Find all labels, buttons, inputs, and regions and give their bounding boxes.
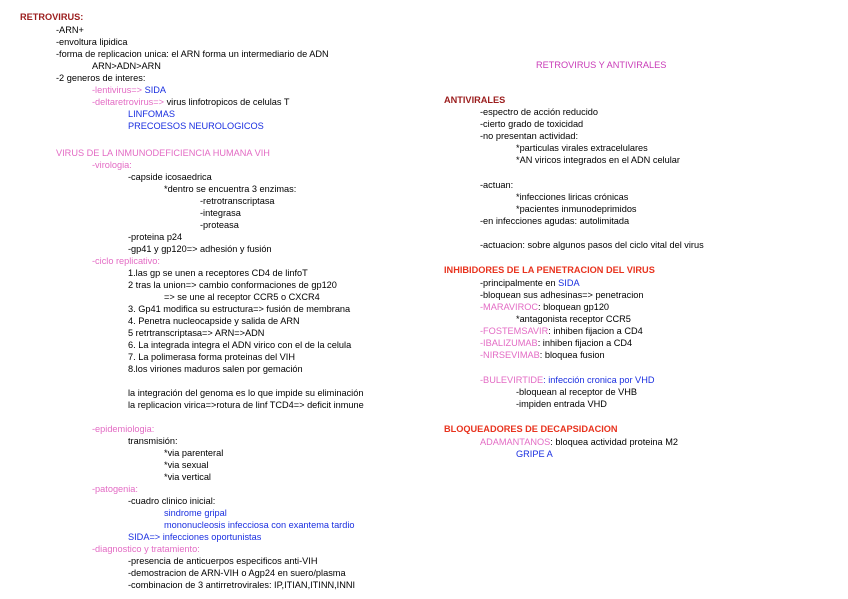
sida-oportunistas: SIDA=> infecciones oportunistas [128, 532, 262, 542]
text-span: : bloquean gp120 [538, 302, 610, 312]
text-line: 3. Gp41 modifica su estructura=> fusión de membrana [128, 304, 351, 314]
text-line [480, 375, 654, 386]
text-line: -actuacion: sobre algunos pasos del ciclo vital del virus [480, 240, 704, 250]
text-line: *pacientes inmunodeprimidos [516, 204, 637, 214]
text-line: *via parenteral [164, 448, 224, 458]
text-line: 4. Penetra nucleocapside y salida de ARN [128, 316, 300, 326]
text-line: -en infecciones agudas: autolimitada [480, 216, 630, 226]
text-line: -ARN+ [56, 25, 84, 35]
vih-heading: VIRUS DE LA INMUNODEFICIENCIA HUMANA VIH [56, 148, 270, 158]
text-span: : bloquea fusion [539, 350, 605, 360]
text-line: *dentro se encuentra 3 enzimas: [164, 184, 297, 194]
text-line [480, 437, 678, 448]
text-line [480, 338, 632, 349]
text-line: la replicacion virica=>rotura de linf TCD4=> deficit inmune [128, 400, 364, 410]
text-line: -cuadro clinico inicial: [128, 496, 216, 506]
linfomas-label: LINFOMAS [128, 109, 175, 119]
text-line: => se une al receptor CCR5 o CXCR4 [164, 292, 320, 302]
text-line [480, 350, 605, 361]
epidemiologia-label: -epidemiologia: [92, 424, 155, 434]
text-span: : bloquea actividad proteina M2 [550, 437, 678, 447]
text-line: *antagonista receptor CCR5 [516, 314, 631, 324]
ibalizumab-label: -IBALIZUMAB [480, 338, 538, 348]
text-line [480, 302, 609, 313]
antivirales-heading: ANTIVIRALES [444, 95, 506, 105]
text-line: -bloquean sus adhesinas=> penetracion [480, 290, 644, 300]
text-line: -gp41 y gp120=> adhesión y fusión [128, 244, 272, 254]
text-line: -espectro de acción reducido [480, 107, 598, 117]
text-line: *particulas virales extracelulares [516, 143, 648, 153]
text-line: ARN>ADN>ARN [92, 61, 161, 71]
ciclo-label: -ciclo replicativo: [92, 256, 160, 266]
text-line: -presencia de anticuerpos especificos anti-VIH [128, 556, 318, 566]
text-line: -bloquean al receptor de VHB [516, 387, 638, 397]
text-line: -retrotranscriptasa [200, 196, 275, 206]
text-line: 8.los viriones maduros salen por gemación [128, 364, 303, 374]
text-line: -2 generos de interes: [56, 73, 146, 83]
text-line: -proteina p24 [128, 232, 183, 242]
text-line: -cierto grado de toxicidad [480, 119, 584, 129]
diagnostico-label: -diagnostico y tratamiento: [92, 544, 200, 554]
deltaretrovirus-label: -deltaretrovirus=> [92, 97, 165, 107]
text-line: *via vertical [164, 472, 211, 482]
mononucleosis: mononucleosis infecciosa con exantema tardio [164, 520, 355, 530]
bulevirtide-label: -BULEVIRTIDE [480, 375, 544, 385]
bloqueadores-heading: BLOQUEADORES DE DECAPSIDACION [444, 424, 618, 434]
text-line: -forma de replicacion unica: el ARN forma un intermediario de ADN [56, 49, 329, 59]
right-title: RETROVIRUS Y ANTIVIRALES [536, 60, 667, 70]
text-line: la integración del genoma es lo que impide su eliminación [128, 388, 364, 398]
text-span: : inhiben fijacion a CD4 [548, 326, 643, 336]
text-line: -combinacion de 3 antirretrovirales: IP,ITIAN,ITINN,INNI [128, 580, 356, 590]
text-span: -principalmente en [480, 278, 556, 288]
sida-label: SIDA [558, 278, 580, 288]
patogenia-label: -patogenia: [92, 484, 138, 494]
bulevirtide-desc: : infección cronica por VHD [543, 375, 655, 385]
text-line: 7. La polimerasa forma proteinas del VIH [128, 352, 295, 362]
text-line: -impiden entrada VHD [516, 399, 607, 409]
sindrome-gripal: sindrome gripal [164, 508, 227, 518]
text-line: *via sexual [164, 460, 209, 470]
text-line: *AN viricos integrados en el ADN celular [516, 155, 680, 165]
text-line [92, 85, 166, 96]
adamantanos-label: ADAMANTANOS [480, 437, 551, 447]
gripe-a-label: GRIPE A [516, 449, 553, 459]
text-line: -capside icosaedrica [128, 172, 212, 182]
text-line [480, 326, 643, 337]
text-line: transmisión: [128, 436, 178, 446]
text-line: -no presentan actividad: [480, 131, 579, 141]
text-line: *infecciones liricas crónicas [516, 192, 629, 202]
maraviroc-label: -MARAVIROC [480, 302, 539, 312]
text-line: -actuan: [480, 180, 514, 190]
fostemsavir-label: -FOSTEMSAVIR [480, 326, 549, 336]
text-line: -proteasa [200, 220, 239, 230]
text-line: -demostracion de ARN-VIH o Agp24 en suero/plasma [128, 568, 346, 578]
text-line: 5 retrtranscriptasa=> ARN=>ADN [128, 328, 265, 338]
text-line: 2 tras la union=> cambio conformaciones de gp120 [128, 280, 337, 290]
text-line: -integrasa [200, 208, 241, 218]
text-line: 1.las gp se unen a receptores CD4 de linfoT [128, 268, 308, 278]
text-line [480, 278, 580, 289]
text-line: -envoltura lipidica [56, 37, 128, 47]
text-line [92, 97, 289, 108]
inhibidores-heading: INHIBIDORES DE LA PENETRACION DEL VIRUS [444, 265, 655, 275]
precoesos-label: PRECOESOS NEUROLOGICOS [128, 121, 264, 131]
virologia-label: -virologia: [92, 160, 132, 170]
lentivirus-label: -lentivirus=> [92, 85, 143, 95]
retrovirus-title: RETROVIRUS: [20, 12, 84, 22]
nirsevimab-label: -NIRSEVIMAB [480, 350, 540, 360]
text-span: : inhiben fijacion a CD4 [537, 338, 633, 348]
sida-label: SIDA [144, 85, 167, 95]
text-line: 6. La integrada integra el ADN virico con el de la celula [128, 340, 352, 350]
text-span: virus linfotropicos de celulas T [166, 97, 290, 107]
